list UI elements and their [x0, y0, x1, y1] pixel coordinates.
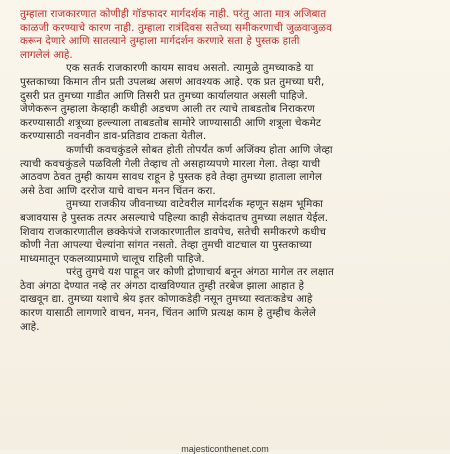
text-line: करून देणारे आणि सातत्याने तुम्हाला मार्गदर्शन करणारे सता हे पुस्तक हाती: [20, 35, 300, 48]
text-line: दाखवून द्या. तुमच्या यशाचे श्रेय इतर कोणाकडेही नसून तुमच्या स्वतःकडेच आहे: [20, 293, 313, 306]
paragraph-2: [20, 62, 438, 144]
website-watermark: majesticonthenet.com: [181, 444, 269, 454]
text-line: त्याची कवचकुंडले पळविली गेली तेव्हाच तो असहाय्यपणे मारला गेला. तेव्हा याची: [20, 157, 321, 170]
text-line: करण्यासाठी शत्रूच्या हल्ल्याला ताबडतोब सामोरे जाण्यासाठी आणि शत्रूला चेकमेट: [20, 116, 322, 129]
text-line: तुमच्या राजकीय जीवनाच्या वाटेवरील मार्गदर्शक म्हणून सक्षम भूमिका: [66, 198, 324, 211]
paragraph-4: [20, 198, 438, 266]
text-line: करण्यासाठी नवनवीन डाव-प्रतिडाव टाकता येतील.: [20, 130, 207, 143]
text-line: तुम्हाला राजकारणात कोणीही गॉडफादर मार्गदर्शक नाही. परंतु आता मात्र अजिबात: [20, 8, 327, 20]
text-line: माध्यमातून एकलव्याप्रमाणे चालूच राहिली पाहिजे.: [20, 252, 205, 265]
paragraph-5: [20, 266, 438, 334]
text-line: कर्णाची कवचकुंडले सोबत होती तोपर्यंत कर्ण अजिंक्य होता आणि जेव्हा: [66, 143, 333, 156]
text-line: एक सतर्क राजकारणी कायम सावध असतो. त्यामुळे तुमच्याकडे या: [66, 62, 314, 75]
text-line: आहे.: [20, 320, 40, 333]
text-line: पुस्तकाच्या किमान तीन प्रती उपलब्ध असणं आवश्यक आहे. एक प्रत तुमच्या घरी,: [20, 75, 325, 88]
text-line: जेणेकरून तुम्हाला केव्हाही कधीही अडचण आली तर त्याचे ताबडतोब निराकरण: [20, 103, 315, 116]
paragraph-1: [20, 8, 438, 62]
cover-text-body: [20, 8, 438, 334]
paragraph-3: [20, 144, 438, 198]
text-line: कारण यासाठी लागणारे वाचन, मनन, चिंतन आणि प्रत्यक्ष काम हे तुम्हीच केलेले: [20, 307, 316, 320]
text-line: असे ठेवा आणि दररोज याचे वाचन मनन चिंतन करा.: [20, 184, 216, 197]
text-line: दुसरी प्रत तुमच्या गाडीत आणि तिसरी प्रत तुमच्या कार्यालयात असली पाहिजे.: [20, 89, 308, 102]
text-line: आठवण ठेवत तुम्ही कायम सावध राहून हे पुस्तक हवे तेव्हा तुमच्या हाताला लागेल: [20, 171, 323, 184]
text-line: काळजी करण्याचे कारण नाही. तुम्हाला रात्रंदिवस सतेच्या समीकरणाची जुळवाजुळव: [20, 21, 332, 34]
text-line: लागलेलं आहे.: [20, 48, 73, 61]
text-line: शिवाय राजकारणातील छक्केपंजे राजकारणातील डावपेच, सतेची समीकरणे कधीच: [20, 225, 327, 238]
text-line: ठेवा अंगठा देण्यात नव्हे तर अंगठा दाखविण्यात तुम्ही तरबेज झाला आहात हे: [20, 279, 305, 292]
text-line: कोणी नेता आपल्या चेल्यांना सांगत नसतो. तेव्हा तुमची वाटचाल या पुस्तकाच्या: [20, 239, 312, 252]
text-line: बजावयास हे पुस्तक तत्पर असल्याचे पहिल्या काही सेकंदातच तुमच्या लक्षात येईल.: [20, 211, 329, 224]
text-line: परंतु तुमचे यश पाहून जर कोणी द्रोणाचार्य बनून अंगठा मागेल तर लक्षात: [66, 266, 334, 279]
